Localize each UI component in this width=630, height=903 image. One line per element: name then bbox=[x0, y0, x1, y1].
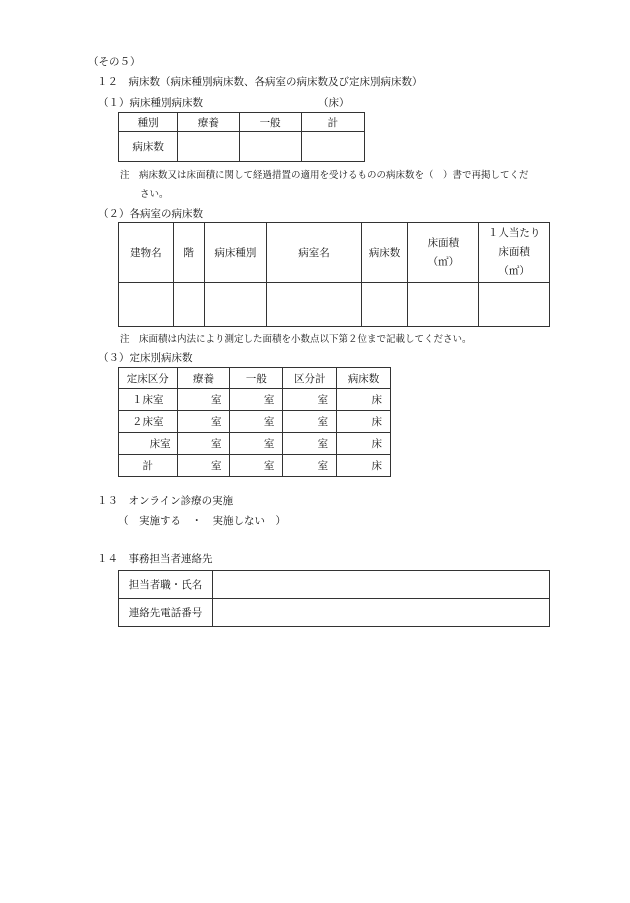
header-cell-per-person-area bbox=[479, 223, 550, 283]
note-1-line1: 注 病床数又は床面積に関して経過措置の適用を受けるものの病床数を（ ）書で再掲してくだ bbox=[120, 170, 529, 181]
header-cell: 病床数 bbox=[361, 223, 408, 283]
header-cell: 一般 bbox=[230, 368, 283, 389]
header-cell: 定床区分 bbox=[119, 368, 178, 389]
header-cell: 病床種別 bbox=[204, 223, 267, 283]
input-cell[interactable] bbox=[173, 283, 204, 327]
input-cell[interactable] bbox=[119, 283, 174, 327]
row-label: 担当者職・氏名 bbox=[119, 571, 213, 599]
header-per-person-unit: （㎡） bbox=[498, 265, 530, 277]
unit-cell[interactable]: 室 bbox=[283, 433, 337, 455]
input-cell[interactable] bbox=[361, 283, 408, 327]
contact-table bbox=[118, 570, 550, 627]
section-14-title: １４ 事務担当者連絡先 bbox=[97, 553, 213, 565]
unit-cell[interactable]: 床 bbox=[337, 389, 391, 411]
header-cell: 計 bbox=[301, 113, 364, 132]
row-label: １床室 bbox=[119, 389, 178, 411]
unit-cell[interactable]: 床 bbox=[337, 433, 391, 455]
part-label: （その５） bbox=[88, 56, 141, 68]
contact-phone-field[interactable] bbox=[213, 599, 550, 627]
unit-cell[interactable]: 室 bbox=[177, 411, 230, 433]
header-area-label: 床面積 bbox=[427, 236, 460, 249]
header-cell: 区分計 bbox=[283, 368, 337, 389]
header-cell-area bbox=[408, 223, 479, 283]
section-13-title: １３ オンライン診療の実施 bbox=[97, 495, 234, 507]
subsection-2-title: （２）各病室の病床数 bbox=[98, 208, 203, 220]
row-label-total: 計 bbox=[119, 455, 178, 477]
row-label: ２床室 bbox=[119, 411, 178, 433]
unit-cell[interactable]: 室 bbox=[177, 455, 230, 477]
input-cell[interactable] bbox=[239, 132, 301, 162]
header-cell: 建物名 bbox=[119, 223, 174, 283]
header-cell: 病床数 bbox=[337, 368, 391, 389]
note-1-line2: さい。 bbox=[140, 189, 169, 200]
input-cell[interactable] bbox=[178, 132, 239, 162]
unit-cell[interactable]: 室 bbox=[283, 411, 337, 433]
unit-cell[interactable]: 室 bbox=[230, 411, 283, 433]
note-2: 注 床面積は内法により測定した面積を小数点以下第２位まで記載してください。 bbox=[120, 334, 472, 345]
input-cell[interactable] bbox=[267, 283, 361, 327]
unit-label: （床） bbox=[318, 97, 350, 109]
header-cell: 病室名 bbox=[267, 223, 361, 283]
input-cell[interactable] bbox=[479, 283, 550, 327]
row-label: 床室 bbox=[119, 433, 178, 455]
unit-cell[interactable]: 床 bbox=[337, 411, 391, 433]
unit-cell[interactable]: 室 bbox=[283, 455, 337, 477]
unit-cell[interactable]: 室 bbox=[177, 389, 230, 411]
bed-type-table bbox=[118, 112, 365, 162]
header-cell: 一般 bbox=[239, 113, 301, 132]
unit-cell[interactable]: 室 bbox=[230, 433, 283, 455]
unit-cell[interactable]: 室 bbox=[230, 455, 283, 477]
contact-name-field[interactable] bbox=[213, 571, 550, 599]
room-bed-table bbox=[118, 222, 550, 327]
input-cell[interactable] bbox=[301, 132, 364, 162]
fixed-bed-table bbox=[118, 367, 391, 477]
input-cell[interactable] bbox=[408, 283, 479, 327]
header-cell: 階 bbox=[173, 223, 204, 283]
header-per-person-label: １人当たり bbox=[487, 227, 541, 239]
input-cell[interactable] bbox=[204, 283, 267, 327]
header-per-person-area: 床面積 bbox=[498, 246, 530, 258]
row-label: 連絡先電話番号 bbox=[119, 599, 213, 627]
online-care-options[interactable]: （ 実施する ・ 実施しない ） bbox=[118, 515, 286, 527]
unit-cell[interactable]: 床 bbox=[337, 455, 391, 477]
unit-cell[interactable]: 室 bbox=[283, 389, 337, 411]
unit-cell[interactable]: 室 bbox=[177, 433, 230, 455]
header-cell: 種別 bbox=[119, 113, 178, 132]
section-12-title: １２ 病床数（病床種別病床数、各病室の病床数及び定床別病床数） bbox=[97, 76, 423, 88]
header-area-unit: （㎡） bbox=[427, 255, 460, 268]
header-cell: 療養 bbox=[178, 113, 239, 132]
subsection-3-title: （３）定床別病床数 bbox=[98, 352, 193, 364]
subsection-1-title: （１）病床種別病床数 bbox=[98, 97, 203, 109]
row-label: 病床数 bbox=[119, 132, 178, 162]
header-cell: 療養 bbox=[177, 368, 230, 389]
unit-cell[interactable]: 室 bbox=[230, 389, 283, 411]
